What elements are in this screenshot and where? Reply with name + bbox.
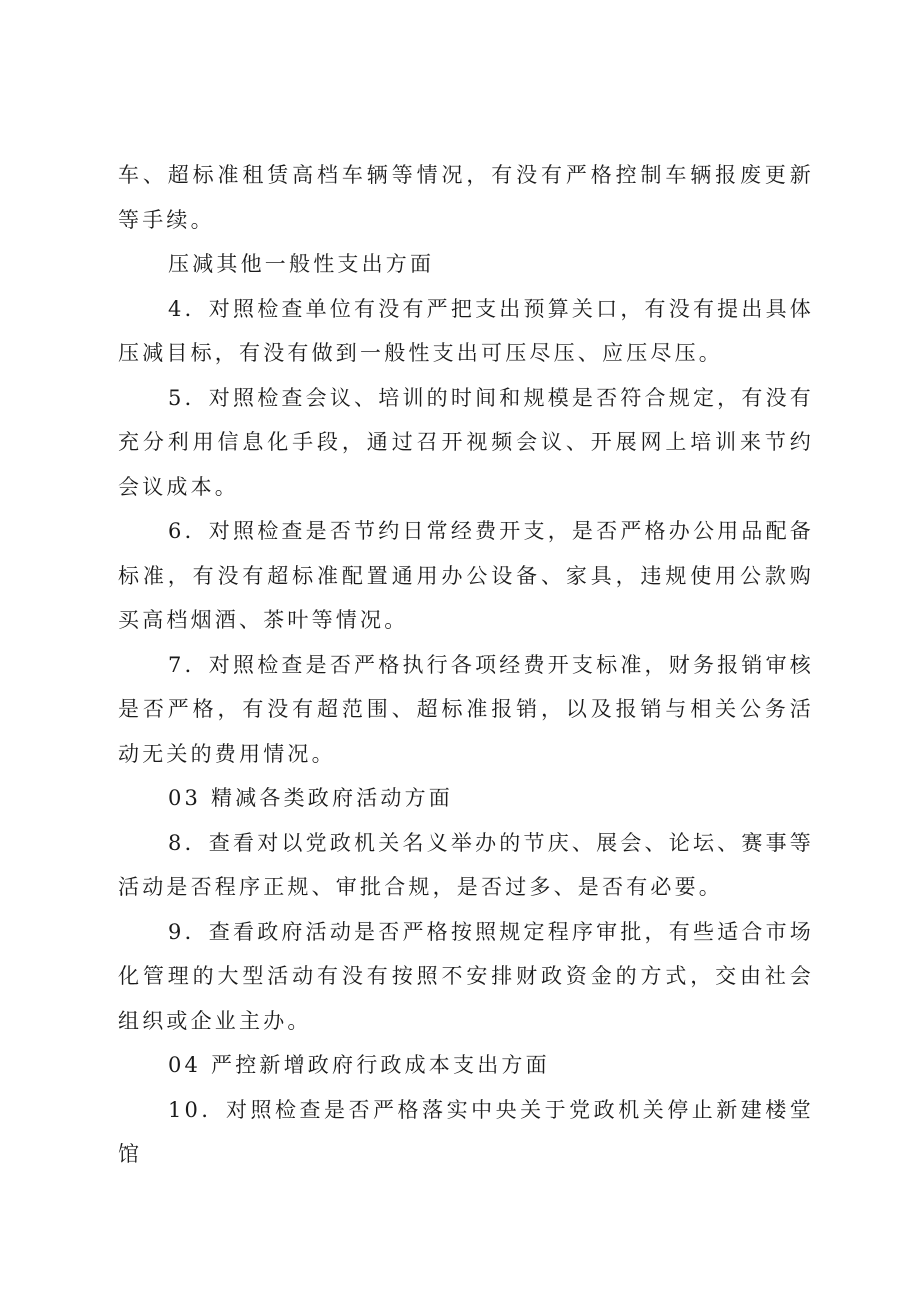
item-6: 6．对照检查是否节约日常经费开支，是否严格办公用品配备标准，有没有超标准配置通用办公设备、家具，违规使用公款购买高档烟酒、茶叶等情况。: [118, 519, 814, 632]
item-9: 9．查看政府活动是否严格按照规定程序审批，有些适合市场化管理的大型活动有没有按照不安排财政资金的方式，交由社会组织或企业主办。: [118, 919, 814, 1033]
item-5: 5．对照检查会议、培训的时间和规模是否符合规定，有没有充分利用信息化手段，通过召开视频会议、开展网上培训来节约会议成本。: [118, 385, 814, 499]
item-7: 7．对照检查是否严格执行各项经费开支标准，财务报销审核是否严格，有没有超范围、超标准报销，以及报销与相关公务活动无关的费用情况。: [118, 652, 814, 766]
item-4: 4．对照检查单位有没有严把支出预算关口，有没有提出具体压减目标，有没有做到一般性支出可压尽压、应压尽压。: [118, 296, 814, 365]
document-body: [118, 153, 814, 1177]
section-heading-03: 03 精减各类政府活动方面: [168, 786, 453, 810]
section-heading-04: 04 严控新增政府行政成本支出方面: [168, 1053, 550, 1077]
section-heading-reduce-general-expenses: 压减其他一般性支出方面: [168, 252, 435, 276]
paragraph-continuation: 车、超标准租赁高档车辆等情况，有没有严格控制车辆报废更新等手续。: [118, 163, 814, 232]
item-10: 10．对照检查是否严格落实中央关于党政机关停止新建楼堂馆: [118, 1097, 814, 1166]
item-8: 8．查看对以党政机关名义举办的节庆、展会、论坛、赛事等活动是否程序正规、审批合规，是否过多、是否有必要。: [118, 830, 814, 899]
